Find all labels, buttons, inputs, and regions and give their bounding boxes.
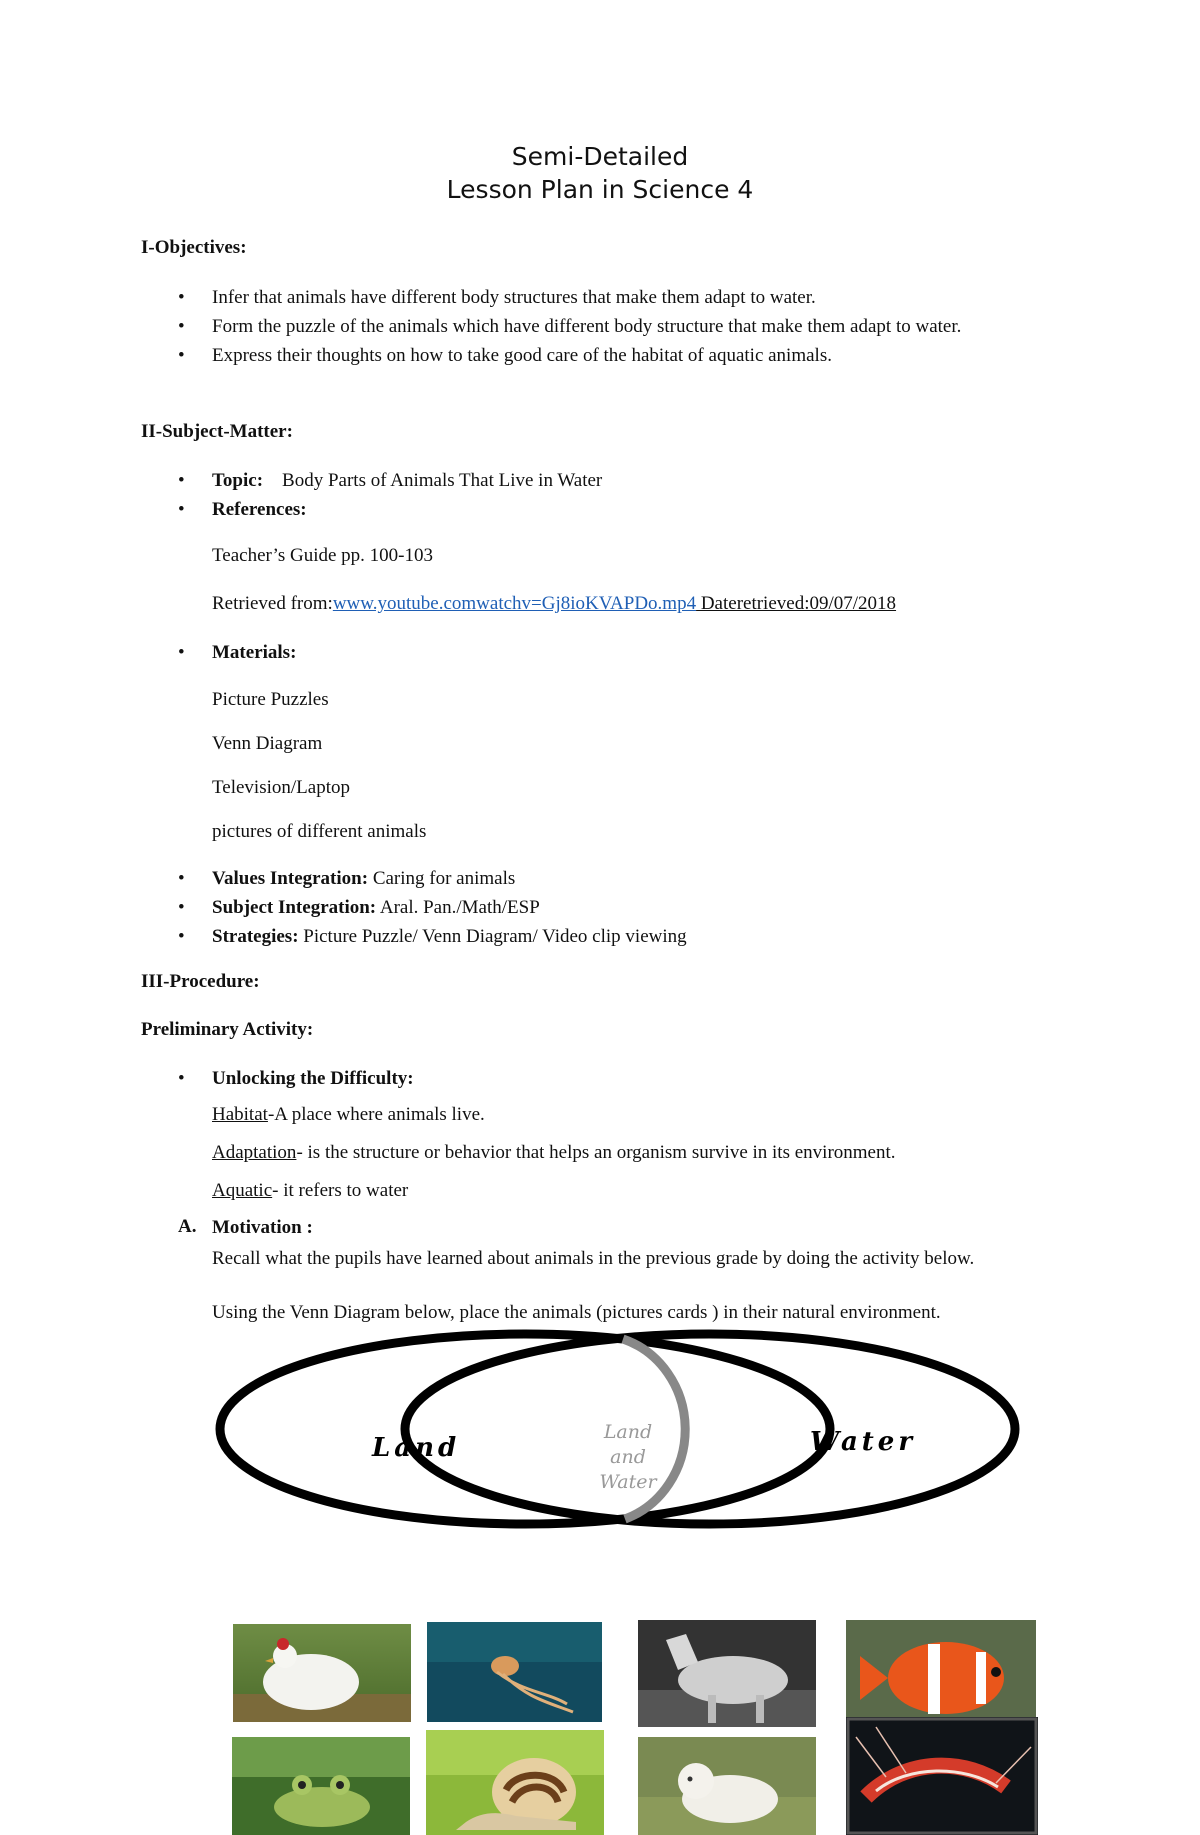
shrimp-picture (846, 1717, 1038, 1835)
frog-picture (232, 1737, 410, 1835)
term-aquatic (212, 1179, 408, 1203)
motivation-text-2: Using the Venn Diagram below, place the animals (pictures cards ) in their natural environment. (212, 1302, 941, 1323)
materials-label: Materials: (212, 642, 297, 663)
term-definition: -A place where animals live. (267, 1104, 485, 1125)
date-retrieved: Dateretrieved:09/07/2018 (696, 593, 897, 614)
unlocking-label: Unlocking the Difficulty: (212, 1068, 414, 1089)
unlocking-item (212, 1064, 1052, 1093)
term-definition: - it refers to water (272, 1180, 409, 1201)
horse-picture (638, 1620, 816, 1727)
objectives-heading: I-Objectives: (141, 237, 247, 258)
materials-item (212, 638, 1052, 667)
material-item: Picture Puzzles (212, 689, 329, 710)
reference-link[interactable]: www.youtube.comwatchv=Gj8ioKVAPDo.mp4 (332, 593, 697, 614)
reference-retrieved (212, 592, 896, 616)
motivation-label-line (212, 1216, 313, 1240)
materials-list-heading (212, 638, 1052, 667)
term-word: Adaptation (212, 1142, 297, 1163)
values-label: Values Integration: (212, 868, 369, 889)
material-item: pictures of different animals (212, 821, 427, 842)
motivation-marker: A. (178, 1216, 197, 1237)
motivation-text-1: Recall what the pupils have learned about animals in the previous grade by doing the activity below. (212, 1248, 975, 1269)
term-adaptation (212, 1141, 896, 1165)
subject-integration (212, 893, 1052, 922)
venn-land-circle (220, 1334, 830, 1524)
venn-center-label-3: Water (599, 1471, 657, 1493)
objectives-list (212, 283, 1052, 370)
dog-picture (638, 1737, 816, 1835)
objective-item: • Form the puzzle of the animals which have different body structure that make them adapt to water. (212, 312, 1052, 341)
term-habitat (212, 1103, 485, 1127)
retrieved-label: Retrieved from: (212, 593, 333, 614)
preliminary-activity-heading: Preliminary Activity: (141, 1019, 314, 1040)
venn-right-label: Water (810, 1427, 917, 1457)
references-item (212, 495, 1052, 524)
motivation-label: Motivation : (212, 1217, 313, 1238)
integration-list (212, 864, 1052, 951)
page-title (0, 140, 1200, 206)
chicken-picture (233, 1624, 411, 1722)
strategies-label: Strategies: (212, 926, 299, 947)
values-value: Caring for animals (368, 868, 516, 889)
topic-item (212, 466, 1052, 495)
strategies (212, 922, 1052, 951)
values-integration (212, 864, 1052, 893)
unlocking-list (212, 1064, 1052, 1093)
subject-matter-heading: II-Subject-Matter: (141, 421, 293, 442)
subject-integration-label: Subject Integration: (212, 897, 377, 918)
objective-item: • Express their thoughts on how to take good care of the habitat of aquatic animals. (212, 341, 1052, 370)
objective-item: • Infer that animals have different body structures that make them adapt to water. (212, 283, 1052, 312)
snail-picture (426, 1730, 604, 1835)
reference-guide: Teacher’s Guide pp. 100-103 (212, 545, 433, 566)
term-definition: - is the structure or behavior that helps an organism survive in its environment. (296, 1142, 896, 1163)
subject-integration-value: Aral. Pan./Math/ESP (376, 897, 540, 918)
term-word: Habitat (212, 1104, 268, 1125)
venn-left-label: Land (372, 1433, 461, 1463)
material-item: Venn Diagram (212, 733, 323, 754)
title-line-1: Semi-Detailed (511, 142, 689, 171)
material-item: Television/Laptop (212, 777, 350, 798)
clownfish-picture (846, 1620, 1036, 1728)
venn-diagram (205, 1322, 1035, 1537)
topic-label: Topic: (212, 470, 264, 491)
title-line-2: Lesson Plan in Science 4 (446, 175, 754, 204)
procedure-heading: III-Procedure: (141, 971, 260, 992)
subject-list (212, 466, 1052, 524)
strategies-value: Picture Puzzle/ Venn Diagram/ Video clip viewing (298, 926, 687, 947)
venn-water-circle (405, 1334, 1015, 1524)
venn-center-label-2: and (610, 1446, 646, 1468)
term-word: Aquatic (212, 1180, 273, 1201)
topic-value: Body Parts of Animals That Live in Water (282, 470, 603, 491)
venn-center-label-1: Land (603, 1421, 653, 1443)
references-label: References: (212, 499, 307, 520)
jellyfish-picture (427, 1622, 602, 1722)
